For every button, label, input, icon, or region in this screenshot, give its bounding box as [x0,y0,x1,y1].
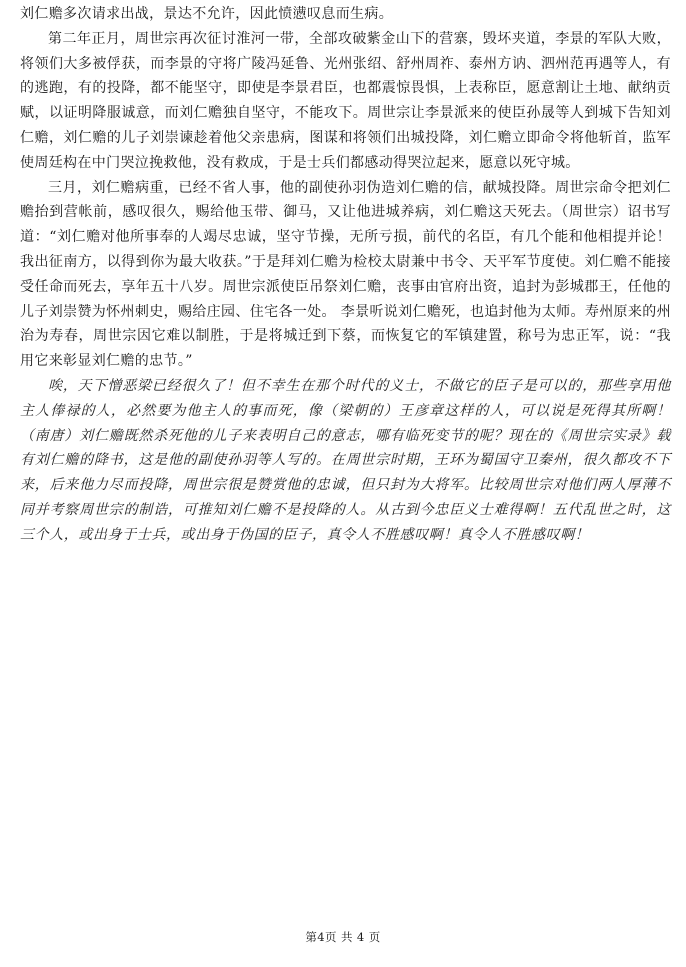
paragraph-2: 第二年正月，周世宗再次征讨淮河一带，全部攻破紫金山下的营寨，毁坏夹道，李景的军队大败，将领们大多被俘获，而李景的守将广陵冯延鲁、光州张绍、舒州周祚、泰州方讷、泗州范再遇等人，有的逃跑，有的投降，都不能坚守，即使是李景君臣，也都震惊畏惧，上表称臣，愿意割让土地、献纳贡赋，以证明降服诚意，而刘仁赡独自坚守，不能攻下。周世宗让李景派来的使臣孙晟等人到城下告知刘仁赡，刘仁赡的儿子刘崇谏趁着他父亲患病，图谋和将领们出城投降，刘仁赡立即命令将他斩首，监军使周廷构在中门哭泣挽救他，没有救成，于是士兵们都感动得哭泣起来，愿意以死守城。 [20,30,671,171]
paragraph-1: 刘仁赡多次请求出战，景达不允许，因此愤懑叹息而生病。 [20,6,394,22]
page-footer: 第4页 共 4 页 [305,930,381,944]
paragraph-3: 三月，刘仁赡病重，已经不省人事，他的副使孙羽伪造刘仁赡的信，献城投降。周世宗命令把刘仁赡抬到营帐前，感叹很久，赐给他玉带、御马，又让他进城养病，刘仁赡这天死去。（周世宗）诏书写道：“刘仁赡对他所事奉的人竭尽忠诚，坚守节操，无所亏损，前代的名臣，有几个能和他相提并论！我出征南方，以得到你为最大收获。”于是拜刘仁赡为检校太尉兼中书令、天平军节度使。刘仁赡不能接受任命而死去，享年五十八岁。周世宗派使臣吊祭刘仁赡，丧事由官府出资，追封为彭城郡王，任他的儿子刘崇赞为怀州刺史，赐给庄园、住宅各一处。 李景听说刘仁赡死，也追封他为太师。寿州原来的州治为寿春，周世宗因它难以制胜，于是将城迁到下蔡，而恢复它的军镇建置，称号为忠正军，说：“我用它来彰显刘仁赡的忠节。” [20,179,671,370]
paragraph-4: 唉，天下憎恶梁已经很久了！但不幸生在那个时代的义士，不做它的臣子是可以的，那些享用他主人俸禄的人，必然要为他主人的事而死，像（梁朝的）王彦章这样的人，可以说是死得其所啊！（南唐）刘仁赡既然杀死他的儿子来表明自己的意志，哪有临死变节的呢？现在的《周世宗实录》载有刘仁赡的降书，这是他的副使孙羽等人写的。在周世宗时期，王环为蜀国守卫秦州，很久都攻不下来，后来他力尽而投降，周世宗很是赞赏他的忠诚，但只封为大将军。比较周世宗对他们两人厚薄不同并考察周世宗的制诰，可推知刘仁赡不是投降的人。从古到今忠臣义士难得啊！五代乱世之时，这三个人，或出身于士兵，或出身于伪国的臣子，真令人不胜感叹啊！真令人不胜感叹啊！ [20,377,671,543]
document-body [20,2,671,548]
